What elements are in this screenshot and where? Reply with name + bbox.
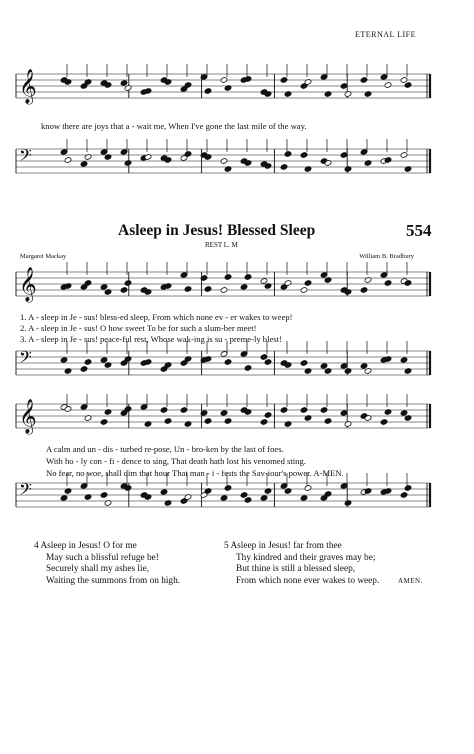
note-head (160, 407, 168, 414)
note-head (244, 497, 252, 504)
note-head (280, 77, 288, 84)
note-head (220, 287, 228, 294)
note-head (164, 418, 172, 425)
note-head (284, 151, 292, 158)
note-head (404, 485, 412, 492)
note-head (340, 152, 348, 159)
note-head (80, 366, 88, 373)
note-head (300, 152, 308, 159)
note-head (160, 489, 168, 496)
note-head (400, 152, 408, 159)
note-head (220, 410, 228, 417)
note-head (404, 82, 412, 89)
note-head (300, 495, 308, 502)
system3-verse2: With ho - ly con - fi - dence to sing, That death hath lost his venomed sting. (46, 456, 306, 466)
note-head (244, 274, 252, 281)
note-head (60, 495, 68, 502)
note-head (144, 88, 152, 95)
note-head (100, 492, 108, 499)
note-head (60, 357, 68, 364)
note-head (360, 77, 368, 84)
treble-clef-icon: 𝄞 (19, 267, 37, 302)
bass-clef-icon: 𝄢 (19, 347, 32, 371)
note-head (400, 410, 408, 417)
tune-name: REST L. M (205, 241, 238, 249)
note-head (224, 274, 232, 281)
note-head (300, 287, 308, 294)
verse-line: 4 Asleep in Jesus! O for me (34, 541, 137, 551)
note-head (360, 363, 368, 370)
note-head (380, 419, 388, 426)
note-head (360, 287, 368, 294)
bass-clef-icon: 𝄢 (19, 145, 32, 169)
note-head (224, 418, 232, 425)
note-head (324, 418, 332, 425)
note-head (280, 407, 288, 414)
note-head (384, 157, 392, 164)
note-head (340, 410, 348, 417)
note-head (304, 280, 312, 287)
bass-clef-icon: 𝄢 (19, 479, 32, 503)
note-head (124, 406, 132, 413)
note-head (384, 280, 392, 287)
verse-line: Thy kindred and their graves may be; (236, 552, 376, 563)
system3-verse3: No fear, no woe, shall dim that hour That man - i - fests the Sav-iour's power. A-MEN. (46, 468, 344, 478)
note-head (224, 359, 232, 366)
note-head (260, 495, 268, 502)
hymn-number: 554 (406, 221, 432, 240)
note-head (204, 88, 212, 95)
note-head (264, 412, 272, 419)
note-head (240, 492, 248, 499)
note-head (300, 360, 308, 367)
verse-line: Securely shall my ashes lie, (46, 564, 150, 575)
note-head (340, 83, 348, 90)
note-head (84, 359, 92, 366)
note-head (184, 286, 192, 293)
note-head (220, 77, 228, 84)
note-head (244, 76, 252, 83)
note-head (204, 418, 212, 425)
treble-clef-icon: 𝄞 (19, 69, 37, 104)
system1-lyric: know there are joys that a - wait me, When I've gone the last mile of the way. (41, 121, 307, 131)
note-head (244, 365, 252, 372)
note-head (280, 164, 288, 171)
verses-left (34, 541, 180, 587)
note-head (100, 419, 108, 426)
verse-line: But thine is still a blessed sleep, (236, 564, 356, 575)
note-head (224, 485, 232, 492)
note-head (320, 363, 328, 370)
note-head (400, 492, 408, 499)
verse-line: Waiting the summons from on high. (46, 575, 181, 586)
system2-verse3: 3. A - sleep in Je - sus! peace-ful rest, Whose wak-ing is su - preme-ly blest! (20, 334, 282, 344)
note-head (260, 354, 268, 361)
note-head (300, 407, 308, 414)
note-head (80, 161, 88, 168)
note-head (260, 278, 268, 285)
note-head (204, 286, 212, 293)
system3-verse1: A calm and un - dis - turbed re-pose, Un - bro-ken by the last of foes. (46, 444, 284, 454)
note-head (240, 284, 248, 291)
note-head (120, 80, 128, 87)
note-head (100, 357, 108, 364)
verse-line: May such a blissful refuge be! (46, 552, 159, 563)
note-head (144, 359, 152, 366)
note-head (260, 419, 268, 426)
treble-clef-icon: 𝄞 (19, 399, 37, 434)
note-head (284, 280, 292, 287)
note-head (84, 280, 92, 287)
verse-line: 5 Asleep in Jesus! far from thee (224, 541, 342, 551)
system2-verse2: 2. A - sleep in Je - sus! O how sweet To be for such a slum-ber meet! (20, 323, 257, 333)
note-head (220, 158, 228, 165)
note-head (124, 280, 132, 287)
note-head (340, 363, 348, 370)
note-head (384, 82, 392, 89)
author-credit: Margaret Mackay (20, 253, 67, 260)
note-head (120, 287, 128, 294)
note-head (184, 82, 192, 89)
note-head (400, 357, 408, 364)
note-head (400, 77, 408, 84)
note-head (304, 485, 312, 492)
note-head (320, 407, 328, 414)
composer-credit: William B. Bradbury (359, 253, 414, 260)
amen-text: AMEN. (398, 577, 423, 585)
system2-verse1: 1. A - sleep in Je - sus! bless-ed sleep, From which none ev - er wakes to weep! (20, 312, 293, 322)
note-head (184, 151, 192, 158)
note-head (180, 407, 188, 414)
verse-line: From which none ever wakes to weep. (236, 575, 380, 586)
note-head (220, 495, 228, 502)
section-heading: ETERNAL LIFE (354, 30, 416, 39)
verses-right (224, 541, 379, 587)
note-head (100, 284, 108, 291)
note-head (324, 491, 332, 498)
hymn-title: Asleep in Jesus! Blessed Sleep (118, 222, 316, 239)
note-head (264, 359, 272, 366)
note-head (64, 157, 72, 164)
